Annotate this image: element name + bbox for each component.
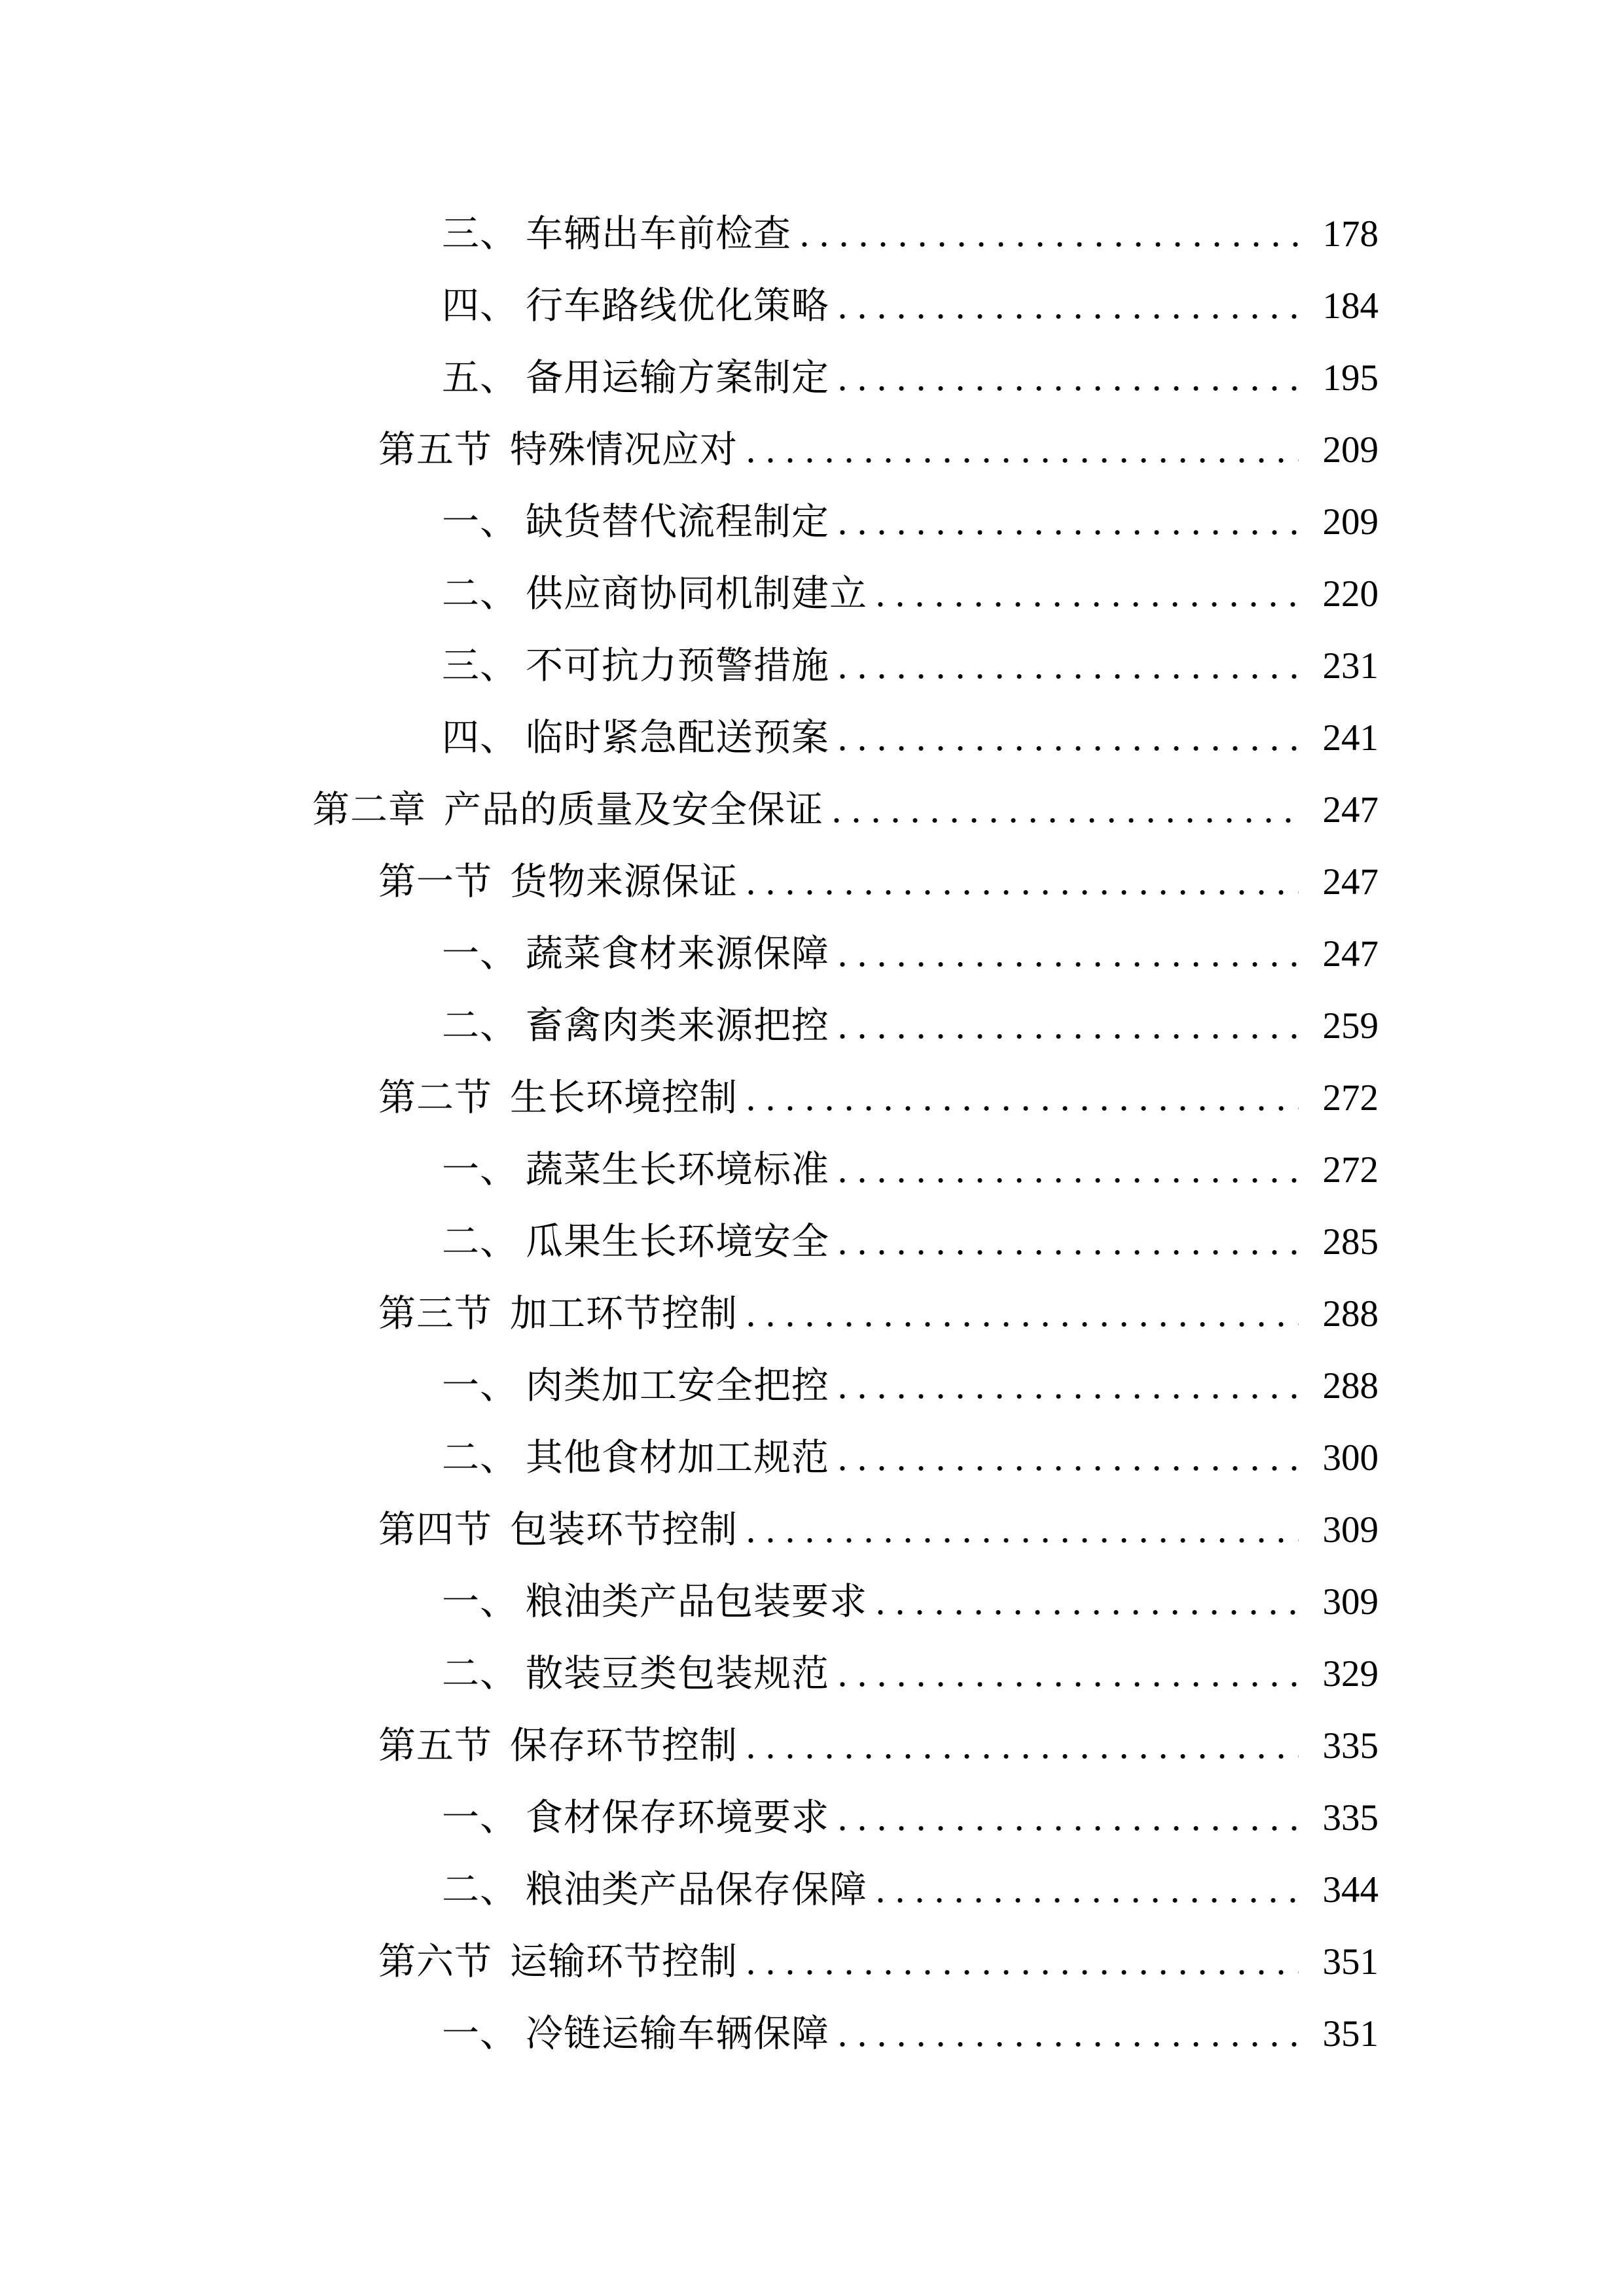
toc-entry-number-label: 第四节 (378, 1509, 492, 1551)
toc-entry-title: 散装豆类包装规范 (526, 1653, 829, 1695)
toc-entry-title: 货物来源保证 (510, 861, 738, 903)
toc-entry-title: 特殊情况应对 (510, 429, 738, 471)
toc-entry-number-label: 二、 (442, 1869, 518, 1910)
dot-leader (840, 2041, 1299, 2047)
toc-entry-title: 畜禽肉类来源把控 (526, 1005, 829, 1047)
toc-entry-title: 生长环境控制 (510, 1077, 738, 1119)
toc-entry-item (0, 558, 1379, 630)
toc-entry-page-number: 285 (1322, 1221, 1379, 1263)
toc-entry-title: 肉类加工安全把控 (526, 1365, 829, 1407)
toc-entry-title: 车辆出车前检查 (526, 213, 791, 255)
dot-leader (840, 1177, 1299, 1183)
toc-entry-number-label: 一、 (442, 1149, 518, 1191)
toc-entry-number-label: 一、 (442, 2013, 518, 2054)
toc-entry-title: 产品的质量及安全保证 (444, 789, 823, 831)
toc-entry-number-label: 第五节 (378, 429, 492, 471)
toc-entry-title: 蔬菜生长环境标准 (526, 1149, 829, 1191)
toc-entry-title: 加工环节控制 (510, 1293, 738, 1335)
dot-leader (840, 1465, 1299, 1471)
toc-entry-number-label: 二、 (442, 1437, 518, 1479)
toc-entry-number-label: 二、 (442, 1005, 518, 1047)
toc-entry-item (0, 1782, 1379, 1854)
toc-entry-page-number: 288 (1322, 1293, 1379, 1335)
dot-leader (840, 673, 1299, 679)
toc-entry-section (0, 1062, 1379, 1134)
toc-entry-item (0, 1206, 1379, 1278)
toc-entry-item (0, 990, 1379, 1062)
toc-entry-item (0, 1638, 1379, 1710)
toc-entry-number-label: 二、 (442, 1221, 518, 1263)
toc-entry-page-number: 259 (1322, 1005, 1379, 1047)
toc-entry-page-number: 309 (1322, 1581, 1379, 1623)
toc-entry-item (0, 1854, 1379, 1926)
toc-entry-title: 行车路线优化策略 (526, 285, 829, 327)
toc-entry-item (0, 342, 1379, 414)
dot-leader (840, 1033, 1299, 1039)
toc-entry-page-number: 247 (1322, 933, 1379, 975)
dot-leader (840, 529, 1299, 535)
toc-entry-section (0, 1710, 1379, 1782)
toc-entry-number-label: 一、 (442, 933, 518, 975)
toc-entry-page-number: 220 (1322, 573, 1379, 615)
toc-entry-section (0, 414, 1379, 486)
toc-entry-number-label: 第二节 (378, 1077, 492, 1119)
toc-entry-title: 供应商协同机制建立 (526, 573, 867, 615)
dot-leader (840, 386, 1299, 391)
toc-entry-number-label: 二、 (442, 1653, 518, 1695)
toc-entry-number-label: 一、 (442, 1365, 518, 1407)
table-of-contents (0, 198, 1624, 2070)
dot-leader (840, 314, 1299, 319)
toc-entry-chapter (0, 774, 1379, 846)
toc-entry-number-label: 第六节 (378, 1941, 492, 1982)
toc-entry-title: 食材保存环境要求 (526, 1797, 829, 1839)
toc-entry-page-number: 329 (1322, 1653, 1379, 1695)
toc-entry-section (0, 846, 1379, 918)
toc-entry-section (0, 1278, 1379, 1350)
toc-entry-title: 蔬菜食材来源保障 (526, 933, 829, 975)
dot-leader (840, 1681, 1299, 1687)
dot-leader (840, 1249, 1299, 1255)
toc-entry-item (0, 1422, 1379, 1494)
toc-entry-title: 不可抗力预警措施 (526, 645, 829, 687)
toc-entry-item (0, 702, 1379, 774)
toc-entry-number-label: 三、 (442, 645, 518, 687)
toc-entry-page-number: 184 (1322, 285, 1379, 327)
toc-entry-title: 冷链运输车辆保障 (526, 2013, 829, 2054)
toc-entry-page-number: 241 (1322, 717, 1379, 759)
toc-entry-page-number: 247 (1322, 861, 1379, 903)
dot-leader (748, 1321, 1299, 1327)
toc-entry-title: 备用运输方案制定 (526, 357, 829, 399)
toc-entry-section (0, 1494, 1379, 1566)
toc-entry-number-label: 四、 (442, 717, 518, 759)
dot-leader (840, 745, 1299, 751)
toc-entry-number-label: 一、 (442, 501, 518, 543)
toc-entry-number-label: 一、 (442, 1581, 518, 1623)
toc-entry-title: 瓜果生长环境安全 (526, 1221, 829, 1263)
toc-entry-number-label: 第一节 (378, 861, 492, 903)
toc-entry-page-number: 178 (1322, 213, 1379, 255)
toc-entry-title: 临时紧急配送预案 (526, 717, 829, 759)
toc-entry-page-number: 195 (1322, 357, 1379, 399)
toc-entry-number-label: 第五节 (378, 1725, 492, 1767)
toc-entry-title: 缺货替代流程制定 (526, 501, 829, 543)
toc-entry-item (0, 198, 1379, 270)
dot-leader (748, 1105, 1299, 1111)
toc-entry-number-label: 第二章 (312, 789, 426, 831)
toc-entry-number-label: 一、 (442, 1797, 518, 1839)
toc-entry-title: 运输环节控制 (510, 1941, 738, 1982)
dot-leader (834, 817, 1299, 823)
toc-entry-number-label: 四、 (442, 285, 518, 327)
toc-entry-page-number: 335 (1322, 1725, 1379, 1767)
toc-entry-title: 包装环节控制 (510, 1509, 738, 1551)
toc-entry-item (0, 630, 1379, 702)
toc-entry-title: 保存环节控制 (510, 1725, 738, 1767)
toc-entry-number-label: 二、 (442, 573, 518, 615)
toc-entry-title: 其他食材加工规范 (526, 1437, 829, 1479)
toc-entry-item (0, 270, 1379, 342)
toc-entry-number-label: 五、 (442, 357, 518, 399)
toc-entry-item (0, 918, 1379, 990)
dot-leader (878, 601, 1299, 607)
toc-entry-number-label: 三、 (442, 213, 518, 255)
toc-entry-title: 粮油类产品包装要求 (526, 1581, 867, 1623)
dot-leader (748, 1537, 1299, 1543)
toc-entry-section (0, 1926, 1379, 1998)
toc-entry-page-number: 231 (1322, 645, 1379, 687)
toc-entry-page-number: 288 (1322, 1365, 1379, 1407)
toc-entry-item (0, 1998, 1379, 2070)
toc-entry-item (0, 486, 1379, 558)
dot-leader (748, 1969, 1299, 1975)
toc-entry-page-number: 309 (1322, 1509, 1379, 1551)
toc-entry-item (0, 1566, 1379, 1638)
toc-entry-page-number: 351 (1322, 1941, 1379, 1982)
toc-entry-page-number: 335 (1322, 1797, 1379, 1839)
dot-leader (878, 1609, 1299, 1615)
dot-leader (840, 1393, 1299, 1399)
toc-entry-title: 粮油类产品保存保障 (526, 1869, 867, 1910)
dot-leader (748, 1753, 1299, 1759)
dot-leader (840, 961, 1299, 967)
dot-leader (878, 1897, 1299, 1903)
toc-entry-page-number: 351 (1322, 2013, 1379, 2054)
toc-entry-page-number: 209 (1322, 501, 1379, 543)
toc-entry-number-label: 第三节 (378, 1293, 492, 1335)
dot-leader (802, 242, 1299, 247)
toc-entry-item (0, 1134, 1379, 1206)
dot-leader (748, 889, 1299, 895)
toc-entry-page-number: 247 (1322, 789, 1379, 831)
toc-entry-page-number: 272 (1322, 1077, 1379, 1119)
toc-entry-page-number: 272 (1322, 1149, 1379, 1191)
toc-entry-page-number: 209 (1322, 429, 1379, 471)
dot-leader (748, 457, 1299, 463)
toc-entry-item (0, 1350, 1379, 1422)
dot-leader (840, 1825, 1299, 1831)
toc-entry-page-number: 344 (1322, 1869, 1379, 1910)
toc-entry-page-number: 300 (1322, 1437, 1379, 1479)
